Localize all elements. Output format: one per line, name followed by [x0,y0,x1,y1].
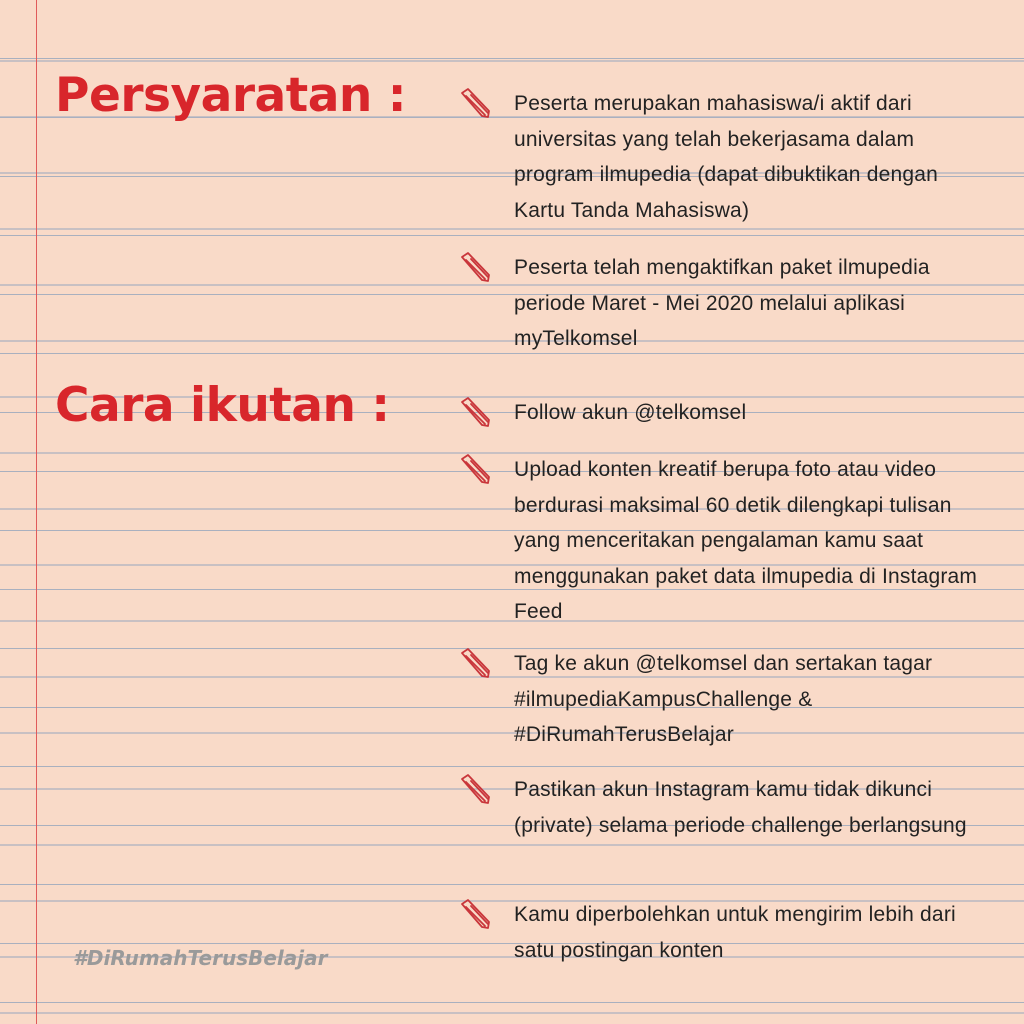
step-text: Tag ke akun @telkomsel dan sertakan tagar #ilmupediaKampusChallenge & #DiRumahTerusBelajar [514,652,933,746]
requirement-text: Peserta merupakan mahasiswa/i aktif dari universitas yang telah bekerjasama dalam program ilmupedia (dapat dibuktikan dengan Kartu Tanda Mahasiswa) [514,92,939,222]
step-text: Upload konten kreatif berupa foto atau video berdurasi maksimal 60 detik dilengkapi tulisan yang menceritakan pengalaman kamu saat menggunakan paket data ilmupedia di Instagram Feed [514,458,978,623]
requirement-text: Peserta telah mengaktifkan paket ilmupedia periode Maret - Mei 2020 melalui aplikasi myTelkomsel [514,256,930,350]
requirements-heading: Persyaratan : [55,68,407,123]
pencil-icon [458,646,492,680]
pencil-icon [458,395,492,429]
step-text: Kamu diperbolehkan untuk mengirim lebih dari satu postingan konten [514,903,956,962]
step-text: Follow akun @telkomsel [514,401,747,424]
pencil-icon [458,86,492,120]
margin-line [36,0,37,1024]
step-text: Pastikan akun Instagram kamu tidak dikunci (private) selama periode challenge berlangsung [514,778,967,837]
how-to-join-heading: Cara ikutan : [55,378,390,433]
pencil-icon [458,897,492,931]
footer-hashtag: #DiRumahTerusBelajar [73,946,328,970]
pencil-icon [458,250,492,284]
pencil-icon [458,772,492,806]
pencil-icon [458,452,492,486]
